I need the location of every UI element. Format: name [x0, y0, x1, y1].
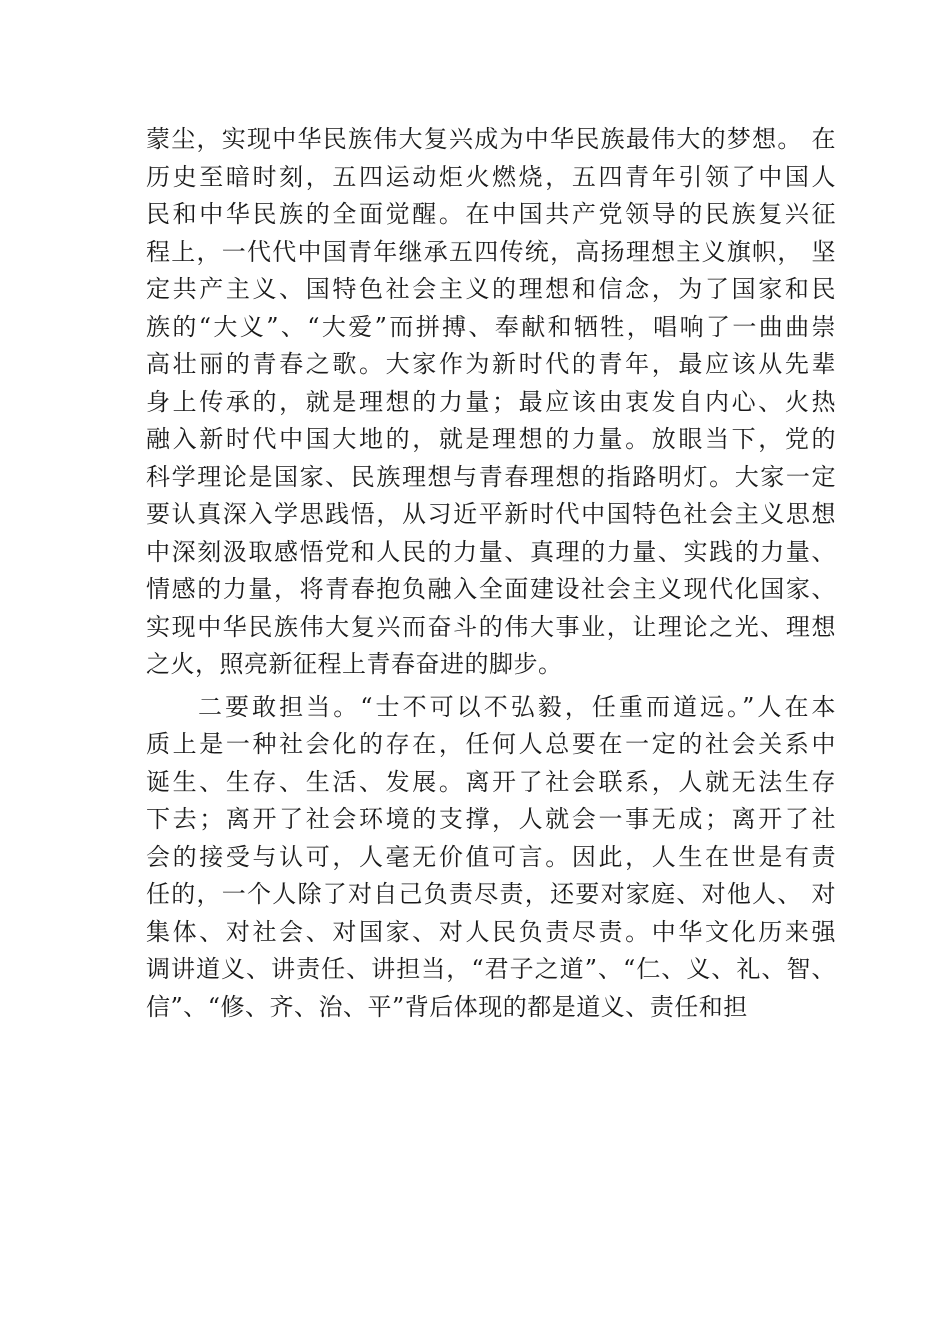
text-line: 程上，一代代中国青年继承五四传统，高扬理想主义旗帜， 坚 [146, 237, 836, 266]
text-line: 情感的力量，将青春抱负融入全面建设社会主义现代化国家、 [146, 575, 836, 603]
text-line: 民和中华民族的全面觉醒。在中国共产党领导的民族复兴征 [146, 200, 836, 228]
paragraph-2 [146, 689, 836, 1027]
text-line: 下去；离开了社会环境的支撑，人就会一事无成；离开了社 [146, 805, 836, 833]
text-line: 融入新时代中国大地的，就是理想的力量。放眼当下，党的 [146, 425, 836, 453]
paragraph-1 [146, 121, 836, 684]
text-line: 诞生、生存、生活、发展。离开了社会联系，人就无法生存 [146, 767, 836, 796]
text-line: 科学理论是国家、民族理想与青春理想的指路明灯。大家一定 [146, 462, 836, 491]
text-line: 质上是一种社会化的存在，任何人总要在一定的社会关系中 [146, 730, 836, 758]
text-line: 二要敢担当。“士不可以不弘毅，任重而道远。”人在本 [198, 692, 836, 721]
text-line: 高壮丽的青春之歌。大家作为新时代的青年，最应该从先辈 [146, 350, 836, 378]
text-line: 历史至暗时刻，五四运动炬火燃烧，五四青年引领了中国人 [146, 162, 836, 191]
text-line: 身上传承的，就是理想的力量；最应该由衷发自内心、火热 [146, 387, 836, 416]
text-line: 实现中华民族伟大复兴而奋斗的伟大事业，让理论之光、理想 [146, 612, 836, 641]
text-line: 蒙尘，实现中华民族伟大复兴成为中华民族最伟大的梦想。 在 [146, 125, 836, 153]
text-line: 任的，一个人除了对自己负责尽责，还要对家庭、对他人、 对 [146, 880, 836, 908]
text-line: 信”、“修、齐、治、平”背后体现的都是道义、责任和担 [146, 992, 748, 1021]
text-line: 定共产主义、国特色社会主义的理想和信念，为了国家和民 [146, 275, 836, 303]
text-line: 集体、对社会、对国家、对人民负责尽责。中华文化历来强 [146, 917, 836, 946]
text-line: 要认真深入学思践悟，从习近平新时代中国特色社会主义思想 [146, 500, 836, 528]
text-line: 族的“大义”、“大爱”而拼搏、奉献和牺牲，唱响了一曲曲崇 [146, 312, 836, 341]
text-line: 调讲道义、讲责任、讲担当，“君子之道”、“仁、义、礼、智、 [146, 955, 836, 983]
text-line: 之火，照亮新征程上青春奋进的脚步。 [146, 650, 563, 678]
text-line: 中深刻汲取感悟党和人民的力量、真理的力量、实践的力量、 [146, 537, 836, 566]
document-body [146, 121, 836, 1026]
text-line: 会的接受与认可，人毫无价值可言。因此，人生在世是有责 [146, 842, 836, 871]
